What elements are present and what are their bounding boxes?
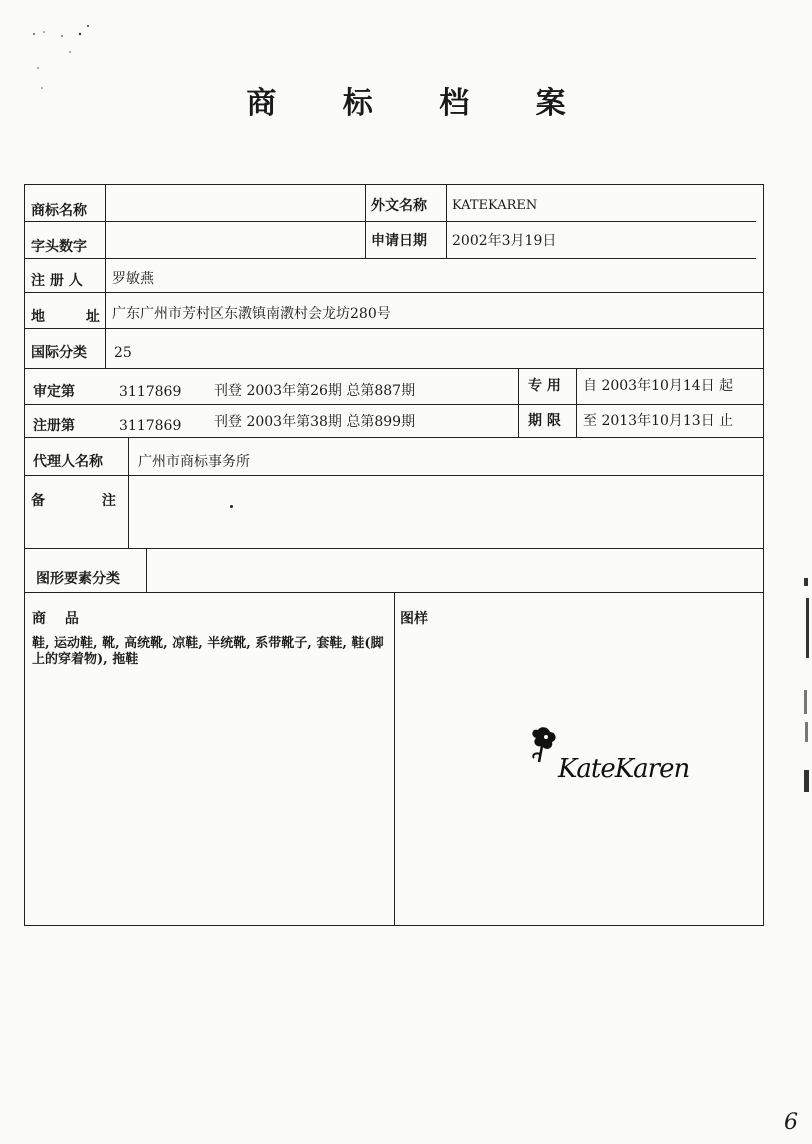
ink-dot: [230, 505, 233, 508]
trademark-name-label: 商标名称: [31, 203, 87, 219]
row-divider: [24, 475, 764, 476]
col-divider: [105, 292, 106, 368]
examination-label: 审定第: [33, 384, 75, 400]
col-divider: [365, 184, 366, 258]
goods-list: 鞋, 运动鞋, 靴, 高统靴, 凉鞋, 半统靴, 系带靴子, 套鞋, 鞋(脚上的穿着物), 拖鞋: [32, 636, 384, 667]
row-divider: [24, 368, 764, 369]
intl-class-label: 国际分类: [31, 345, 87, 361]
page-title: 商 标 档 案: [246, 86, 594, 121]
row-divider: [24, 404, 764, 405]
col-divider: [518, 368, 519, 437]
scan-edge-mark: [806, 598, 809, 658]
scan-edge-mark: [804, 578, 808, 586]
intl-class-value: 25: [114, 345, 132, 361]
agent-value: 广州市商标事务所: [138, 454, 250, 470]
figure-class-label: 图形要素分类: [36, 571, 120, 587]
registrant-label: 注 册 人: [31, 273, 83, 289]
examination-publication: 刊登 2003年第26期 总第887期: [214, 383, 416, 399]
address-label: 地 址: [31, 309, 100, 325]
row-divider: [24, 221, 756, 222]
goods-label: 商 品: [32, 611, 79, 627]
scan-edge-mark: [804, 690, 807, 714]
foreign-name-label: 外文名称: [371, 198, 427, 214]
trademark-logo: [528, 724, 688, 794]
registration-number: 3117869: [119, 418, 182, 434]
col-divider: [576, 368, 577, 437]
remarks-label: 备 注: [31, 493, 116, 509]
row-divider: [24, 292, 764, 293]
address-value: 广东广州市芳村区东漖镇南漖村会龙坊280号: [112, 306, 391, 322]
row-divider: [24, 328, 764, 329]
row-divider: [24, 258, 756, 259]
apply-date-label: 申请日期: [371, 233, 427, 249]
initials-label: 字头数字: [31, 239, 87, 255]
col-divider: [146, 548, 147, 592]
scan-edge-mark: [805, 722, 808, 742]
scan-edge-mark: [804, 770, 809, 792]
registration-label: 注册第: [33, 418, 75, 434]
col-divider: [446, 184, 447, 258]
period-label-bottom: 期 限: [528, 413, 561, 429]
rose-icon: [528, 724, 562, 768]
foreign-name-value: KATEKAREN: [452, 198, 538, 213]
period-start: 自 2003年10月14日 起: [583, 378, 734, 394]
period-label-top: 专 用: [528, 378, 561, 394]
registrant-value: 罗敏燕: [112, 271, 154, 287]
row-divider: [24, 548, 764, 549]
col-divider: [128, 437, 129, 548]
examination-number: 3117869: [119, 384, 182, 400]
logo-text: KateKaren: [558, 754, 690, 784]
col-divider: [105, 184, 106, 292]
period-end: 至 2013年10月13日 止: [583, 413, 734, 429]
registration-publication: 刊登 2003年第38期 总第899期: [214, 414, 416, 430]
col-divider: [394, 592, 395, 926]
apply-date-value: 2002年3月19日: [452, 233, 557, 249]
page-number: 6: [784, 1110, 798, 1135]
sample-label: 图样: [400, 611, 428, 627]
agent-label: 代理人名称: [33, 454, 103, 470]
row-divider: [24, 437, 764, 438]
